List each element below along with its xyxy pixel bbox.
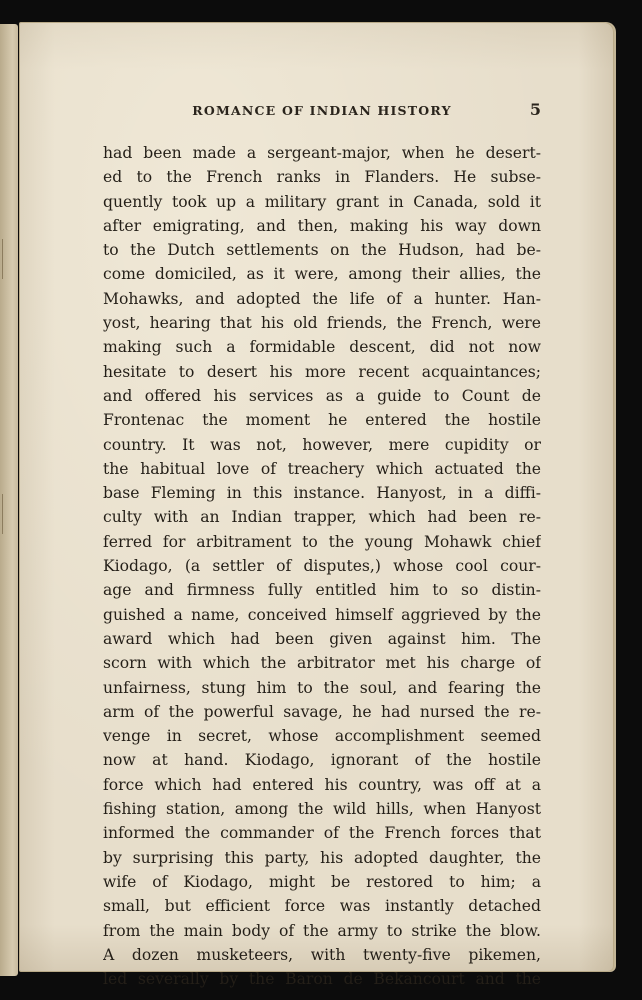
text-line: led severally by the Baron de Bekancourt and the	[103, 970, 541, 989]
text-line: the habitual love of treachery which actuated the	[103, 459, 541, 478]
text-line: force which had entered his country, was off at a	[103, 775, 541, 794]
text-line: wife of Kiodago, might be restored to him; a	[103, 872, 541, 891]
text-line: from the main body of the army to strike the blow.	[103, 921, 541, 940]
body-text	[103, 141, 541, 991]
text-line: informed the commander of the French forces that	[103, 824, 541, 843]
text-line: by surprising this party, his adopted daughter, the	[103, 848, 541, 867]
text-line: had been made a sergeant-major, when he desert-	[103, 144, 541, 162]
text-line: to the Dutch settlements on the Hudson, had be-	[103, 241, 541, 260]
text-line: age and firmness fully entitled him to so distin-	[103, 581, 541, 600]
text-line: Mohawks, and adopted the life of a hunter. Han-	[103, 289, 541, 308]
text-line: base Fleming in this instance. Hanyost, in a diffi-	[103, 484, 541, 503]
binding-mark	[2, 239, 9, 279]
text-line: now at hand. Kiodago, ignorant of the hostile	[103, 751, 541, 770]
text-line: making such a formidable descent, did not now	[103, 338, 541, 357]
running-title: ROMANCE OF INDIAN HISTORY	[192, 103, 452, 118]
text-line: unfairness, stung him to the soul, and fearing the	[103, 678, 541, 697]
text-line: come domiciled, as it were, among their allies, the	[103, 265, 541, 284]
binding-mark	[2, 494, 9, 534]
text-line: quently took up a military grant in Canada, sold it	[103, 192, 541, 211]
text-line: ed to the French ranks in Flanders. He subse-	[103, 168, 541, 187]
text-line: venge in secret, whose accomplishment seemed	[103, 727, 541, 746]
text-line: Kiodago, (a settler of disputes,) whose cool cour-	[103, 557, 541, 576]
page-number: 5	[529, 100, 541, 119]
text-line: award which had been given against him. The	[103, 629, 541, 648]
text-line: arm of the powerful savage, he had nursed the re-	[103, 702, 541, 721]
text-line: country. It was not, however, mere cupidity or	[103, 435, 541, 454]
text-line: Frontenac the moment he entered the hostile	[103, 411, 541, 430]
text-line: ferred for arbitrament to the young Mohawk chief	[103, 532, 541, 551]
text-line: small, but efficient force was instantly detached	[103, 897, 541, 916]
text-line: and offered his services as a guide to Count de	[103, 386, 541, 405]
text-line: yost, hearing that his old friends, the French, were	[103, 314, 541, 333]
text-line: fishing station, among the wild hills, when Hanyost	[103, 800, 541, 819]
text-line: after emigrating, and then, making his way down	[103, 216, 541, 235]
text-line: hesitate to desert his more recent acquaintances;	[103, 362, 541, 381]
text-line: A dozen musketeers, with twenty-five pikemen,	[103, 945, 541, 964]
page-header	[103, 100, 541, 122]
text-line: scorn with which the arbitrator met his charge of	[103, 654, 541, 673]
previous-page-edge	[0, 24, 18, 976]
text-line: culty with an Indian trapper, which had been re-	[103, 508, 541, 527]
text-line: guished a name, conceived himself aggrieved by the	[103, 605, 541, 624]
